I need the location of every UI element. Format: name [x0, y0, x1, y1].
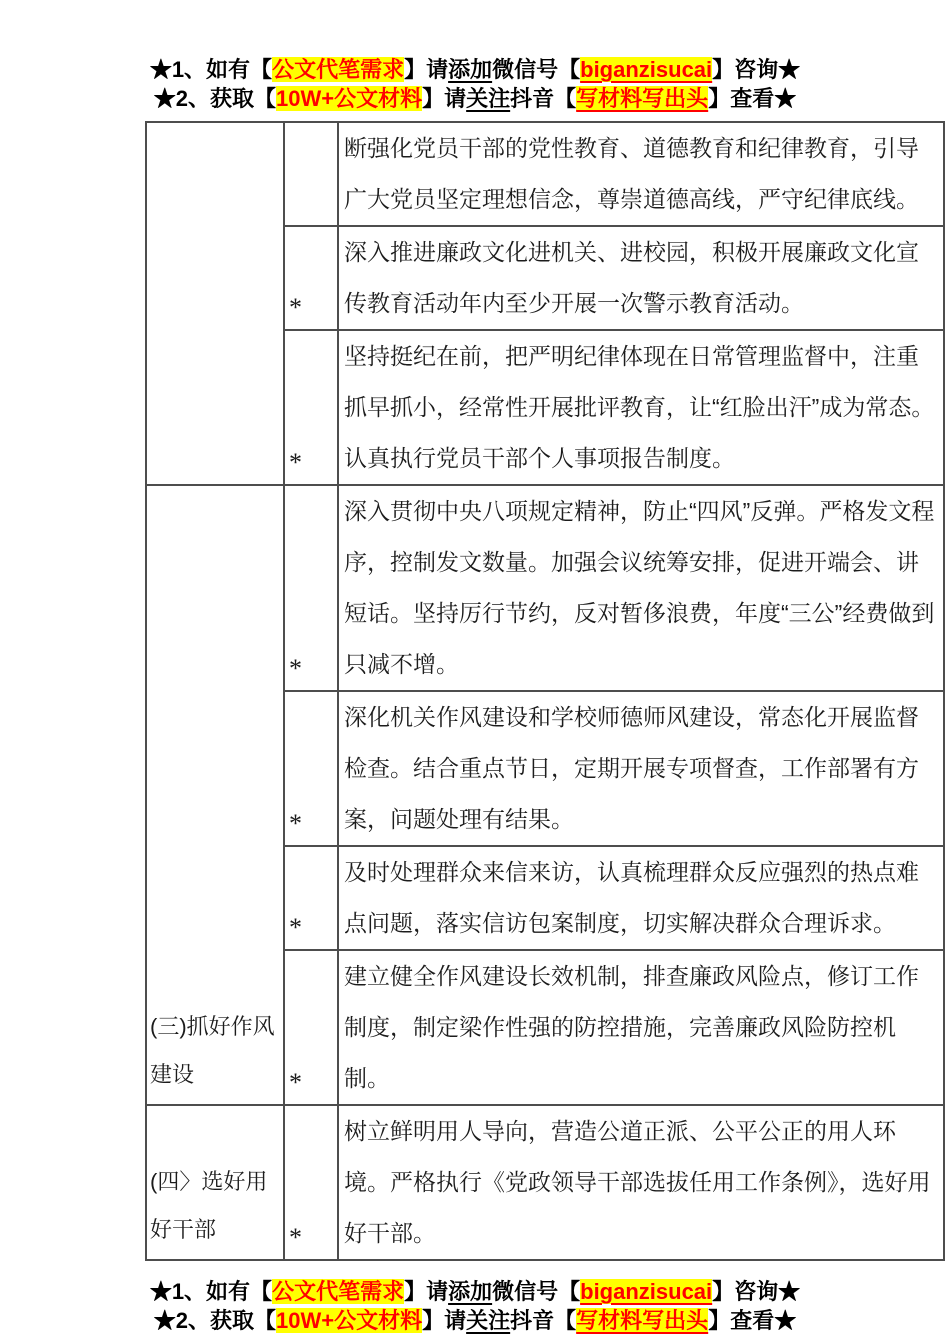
bottom-notice-line-2 [0, 1306, 950, 1335]
notice-segment: biganzisucai [580, 57, 713, 82]
notice-segment: 】咨询★ [712, 1279, 801, 1304]
notice-segment: 】咨询★ [712, 57, 801, 82]
table-row [146, 1105, 944, 1260]
task-text-cell: 坚持挺纪在前，把严明纪律体现在日常管理监督中，注重抓早抓小，经常性开展批评教育，让“红脸出汗”成为常态。认真执行党员干部个人事项报告制度。 [338, 330, 944, 485]
category-cell [146, 122, 284, 485]
top-notice-line-2 [0, 84, 950, 113]
task-text-cell: 深入贯彻中央八项规定精神，防止“四风”反弹。严格发文程序，控制发文数量。加强会议统筹安排，促进开端会、讲短话。坚持厉行节约，反对暂侈浪费，年度“三公”经费做到只减不增。 [338, 485, 944, 691]
star-marker-cell: * [284, 950, 338, 1105]
notice-segment: 】请 [404, 57, 449, 82]
notice-segment: 】请 [422, 1308, 467, 1333]
notice-segment: biganzisucai [580, 1279, 713, 1304]
notice-segment: ★2、获取【 [153, 1308, 277, 1333]
bottom-notice-line-1 [0, 1277, 950, 1306]
bottom-notice [0, 1277, 950, 1335]
notice-segment: 】查看★ [708, 86, 797, 111]
table-row [146, 485, 944, 691]
notice-segment: 写材料写出头 [576, 1308, 709, 1333]
star-marker-cell: * [284, 846, 338, 950]
top-notice-line-1 [0, 55, 950, 84]
notice-segment: 抖音【 [510, 1308, 577, 1333]
notice-segment: 关注 [466, 86, 511, 111]
task-text-cell: 深入推进廉政文化进机关、进校园，积极开展廉政文化宣传教育活动年内至少开展一次警示教育活动。 [338, 226, 944, 330]
star-marker-cell: * [284, 226, 338, 330]
star-marker-cell: * [284, 1105, 338, 1260]
notice-segment: ★2、获取【 [153, 86, 277, 111]
notice-segment: 微信号【 [492, 57, 581, 82]
notice-segment: 10W+公文材料 [276, 1308, 423, 1333]
notice-segment: 】请 [404, 1279, 449, 1304]
star-marker-cell: * [284, 691, 338, 846]
task-text-cell: 树立鲜明用人导向，营造公道正派、公平公正的用人环境。严格执行《党政领导干部选拔任用工作条例》，选好用好干部。 [338, 1105, 944, 1260]
notice-segment: 】查看★ [708, 1308, 797, 1333]
category-cell: (四〉选好用好干部 [146, 1105, 284, 1260]
table-row [146, 122, 944, 226]
notice-segment: 公文代笔需求 [272, 1279, 405, 1304]
star-marker-cell: * [284, 330, 338, 485]
notice-segment: ★1、如有【 [149, 57, 273, 82]
star-marker-cell [284, 122, 338, 226]
notice-segment: 公文代笔需求 [272, 57, 405, 82]
task-text-cell: 及时处理群众来信来访，认真梳理群众反应强烈的热点难点问题，落实信访包案制度，切实解决群众合理诉求。 [338, 846, 944, 950]
task-text-cell: 深化机关作风建设和学校师德师风建设，常态化开展监督检查。结合重点节日，定期开展专项督查，工作部署有方案，问题处理有结果。 [338, 691, 944, 846]
notice-segment: ★1、如有【 [149, 1279, 273, 1304]
notice-segment: 关注 [466, 1308, 511, 1333]
notice-segment: 添加 [448, 57, 493, 82]
task-text-cell: 建立健全作风建设长效机制，排查廉政风险点，修订工作制度，制定梁作性强的防控措施，完善廉政风险防控机制。 [338, 950, 944, 1105]
star-marker-cell: * [284, 485, 338, 691]
notice-segment: 10W+公文材料 [276, 86, 423, 111]
top-notice [0, 0, 950, 113]
notice-segment: 写材料写出头 [576, 86, 709, 111]
work-plan-table [145, 121, 945, 1261]
notice-segment: 抖音【 [510, 86, 577, 111]
task-text-cell: 断强化党员干部的党性教育、道德教育和纪律教育，引导广大党员坚定理想信念，尊崇道德高线，严守纪律底线。 [338, 122, 944, 226]
notice-segment: 添加 [448, 1279, 493, 1304]
notice-segment: 】请 [422, 86, 467, 111]
category-cell: (三)抓好作风建设 [146, 485, 284, 1105]
notice-segment: 微信号【 [492, 1279, 581, 1304]
